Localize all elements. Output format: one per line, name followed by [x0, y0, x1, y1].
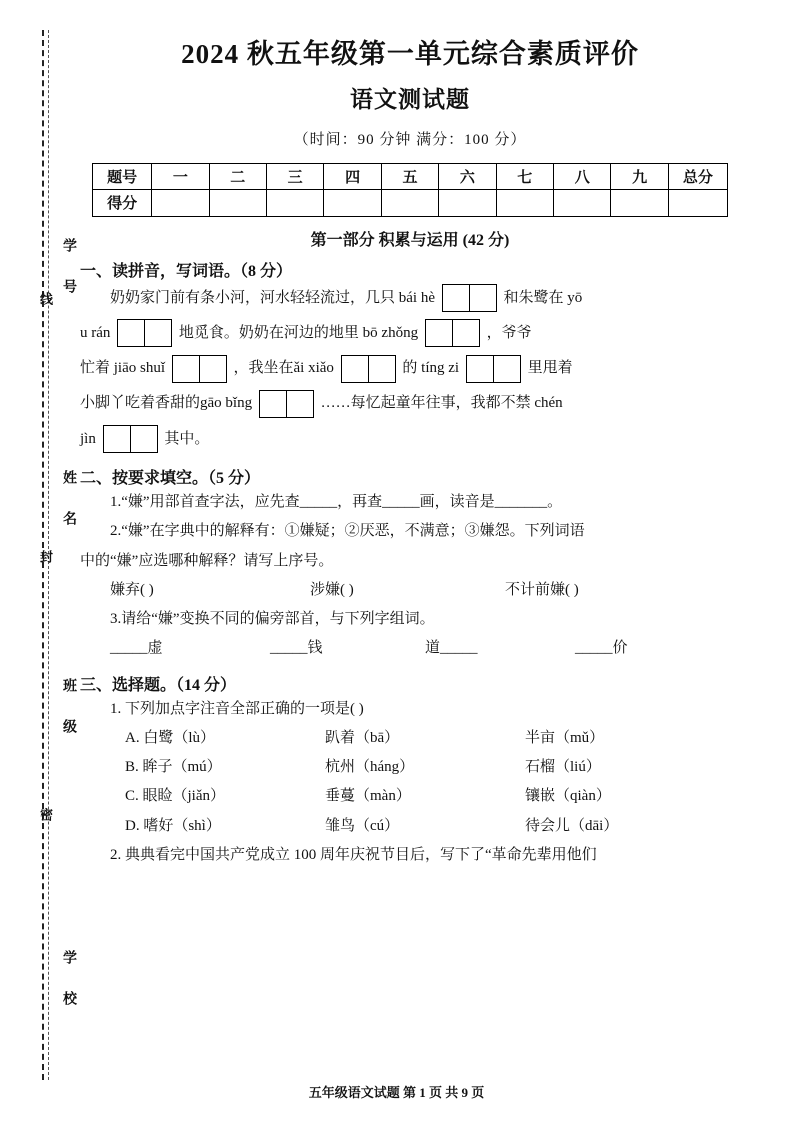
- score-col-8: 八: [554, 163, 611, 189]
- option-row-d[interactable]: [125, 812, 740, 841]
- pinyin-passage: [80, 281, 740, 458]
- answer-grid-youran[interactable]: [117, 316, 172, 351]
- sidebar-label-school: 学 校: [61, 950, 76, 1011]
- s2-blank-1[interactable]: _____虚: [110, 640, 163, 657]
- score-cell-total[interactable]: [668, 189, 727, 216]
- pinyin-line3-text-b: ，我坐在ǎi xiǎo: [233, 360, 334, 377]
- seal-char-feng: 封: [38, 550, 53, 567]
- page-title: 2024 秋五年级第一单元综合素质评价: [181, 39, 639, 69]
- section-one-heading: [80, 258, 740, 281]
- score-cell-9[interactable]: [611, 189, 668, 216]
- answer-grid-tingzi[interactable]: [466, 351, 521, 386]
- s2-question-2-cont: 中的“嫌”应选哪种解释？请写上序号。: [80, 552, 334, 569]
- section-three-points: （14 分）: [176, 676, 237, 694]
- answer-grid-chenjin[interactable]: [103, 422, 158, 457]
- s2-question-2: 2.“嫌”在字典中的解释有：①嫌疑；②厌恶，不满意；③嫌怨。下列词语: [110, 523, 585, 540]
- score-cell-8[interactable]: [554, 189, 611, 216]
- option-b-1: B. 眸子（mú）: [125, 759, 222, 776]
- score-row-label-2: 得分: [93, 189, 152, 216]
- score-cell-3[interactable]: [266, 189, 323, 216]
- part-one-title: 第一部分 积累与运用 (42 分): [310, 231, 510, 249]
- option-c-3: 镶嵌（qiàn）: [525, 788, 611, 805]
- s2-blank-list: [80, 634, 740, 663]
- section-one-points: （8 分）: [240, 262, 293, 280]
- option-c-1: C. 眼睑（jiǎn）: [125, 788, 225, 805]
- seal-char-xian: 密: [38, 808, 53, 825]
- score-col-4: 四: [324, 163, 381, 189]
- pinyin-line3-text-c: 的 tíng zi: [402, 360, 460, 377]
- score-table: [92, 163, 728, 217]
- answer-grid-aixiao[interactable]: [341, 351, 396, 386]
- option-d-2: 雏鸟（cú）: [325, 817, 400, 834]
- score-cell-5[interactable]: [381, 189, 438, 216]
- section-one-title: 一、读拼音，写词语。: [80, 262, 241, 280]
- pinyin-line5-text-a: jìn: [80, 430, 96, 447]
- s2-word-2[interactable]: 涉嫌( ): [310, 581, 354, 598]
- pinyin-line2-text-a: u rán: [80, 324, 111, 341]
- option-b-2: 杭州（háng）: [325, 759, 415, 776]
- s2-question-3: 3.请给“嫌”变换不同的偏旁部首，与下列字组词。: [110, 611, 435, 628]
- s2-blank-2[interactable]: _____钱: [270, 640, 323, 657]
- s3-question-2: 2. 典典看完中国共产党成立 100 周年庆祝节目后，写下了“革命先辈用他们: [110, 846, 597, 863]
- answer-grid-gaobing[interactable]: [259, 386, 314, 421]
- exam-meta: （时间：90 分钟 满分：100 分）: [293, 131, 527, 148]
- sidebar-label-name: 姓 名: [61, 470, 76, 531]
- sidebar-label-class: 班 级: [61, 678, 76, 739]
- score-col-7: 七: [496, 163, 553, 189]
- section-two-title: 二、按要求填空。: [80, 470, 209, 488]
- option-b-3: 石榴（liú）: [525, 759, 601, 776]
- score-col-1: 一: [152, 163, 209, 189]
- section-two-heading: [80, 465, 740, 488]
- pinyin-line3-text-a: 忙着 jiāo shuǐ: [80, 360, 165, 377]
- s2-word-list: [80, 576, 740, 605]
- score-cell-4[interactable]: [324, 189, 381, 216]
- option-a-3: 半亩（mǔ）: [525, 729, 605, 746]
- score-col-3: 三: [266, 163, 323, 189]
- pinyin-line1-text-b: 和朱鹭在 yō: [503, 289, 583, 306]
- score-col-5: 五: [381, 163, 438, 189]
- s2-word-3[interactable]: 不计前嫌( ): [505, 581, 579, 598]
- option-d-3: 待会儿（dāi）: [525, 817, 619, 834]
- s2-word-1[interactable]: 嫌弃( ): [110, 581, 154, 598]
- score-col-6: 六: [439, 163, 496, 189]
- s2-question-1: 1.“嫌”用部首查字法，应先查_____，再查_____画，读音是_______。: [110, 494, 563, 511]
- s3-options: [80, 724, 740, 841]
- option-row-a[interactable]: [125, 724, 740, 753]
- score-col-9: 九: [611, 163, 668, 189]
- score-row-label: 题号: [93, 163, 152, 189]
- score-cell-7[interactable]: [496, 189, 553, 216]
- page-subtitle: 语文测试题: [350, 86, 470, 112]
- pinyin-line3-text-d: 里甩着: [527, 360, 573, 377]
- section-two-points: （5 分）: [208, 470, 261, 488]
- score-col-total: 总分: [668, 163, 727, 189]
- score-cell-2[interactable]: [209, 189, 266, 216]
- main-content: [80, 34, 740, 870]
- pinyin-line2-text-c: ，爷爷: [486, 324, 532, 341]
- option-row-b[interactable]: [125, 753, 740, 782]
- binding-strip: [28, 30, 88, 1080]
- section-three-title: 三、选择题。: [80, 676, 177, 694]
- score-col-2: 二: [209, 163, 266, 189]
- sidebar-label-student-id: 学 号: [61, 238, 76, 299]
- seal-char-mi: 线: [38, 292, 53, 309]
- s2-blank-4[interactable]: _____价: [575, 640, 628, 657]
- pinyin-line1-text-a: 奶奶家门前有条小河，河水轻轻流过，几只 bái hè: [110, 289, 435, 306]
- pinyin-line5-text-b: 其中。: [164, 430, 210, 447]
- answer-grid-baihe[interactable]: [442, 281, 497, 316]
- option-c-2: 垂蔓（màn）: [325, 788, 411, 805]
- option-a-1: A. 白鹭（lù）: [125, 729, 216, 746]
- option-d-1: D. 嗜好（shì）: [125, 817, 221, 834]
- page-footer: 五年级语文试题 第 1 页 共 9 页: [308, 1085, 485, 1100]
- option-a-2: 趴着（bā）: [325, 729, 400, 746]
- answer-grid-jiaoshui[interactable]: [172, 351, 227, 386]
- score-cell-1[interactable]: [152, 189, 209, 216]
- pinyin-line4-text-a: 小脚丫吃着香甜的gāo bǐng: [80, 395, 253, 412]
- score-cell-6[interactable]: [439, 189, 496, 216]
- s2-blank-3[interactable]: 道_____: [425, 640, 478, 657]
- answer-grid-bozhong[interactable]: [425, 316, 480, 351]
- table-row-score: [93, 189, 728, 216]
- pinyin-line2-text-b: 地觅食。奶奶在河边的地里 bō zhǒng: [178, 324, 419, 341]
- table-row-header: [93, 163, 728, 189]
- option-row-c[interactable]: [125, 782, 740, 811]
- pinyin-line4-text-b: ……每忆起童年往事，我都不禁 chén: [320, 395, 563, 412]
- section-three-heading: [80, 672, 740, 695]
- s3-question-1: 1. 下列加点字注音全部正确的一项是( ): [110, 700, 364, 717]
